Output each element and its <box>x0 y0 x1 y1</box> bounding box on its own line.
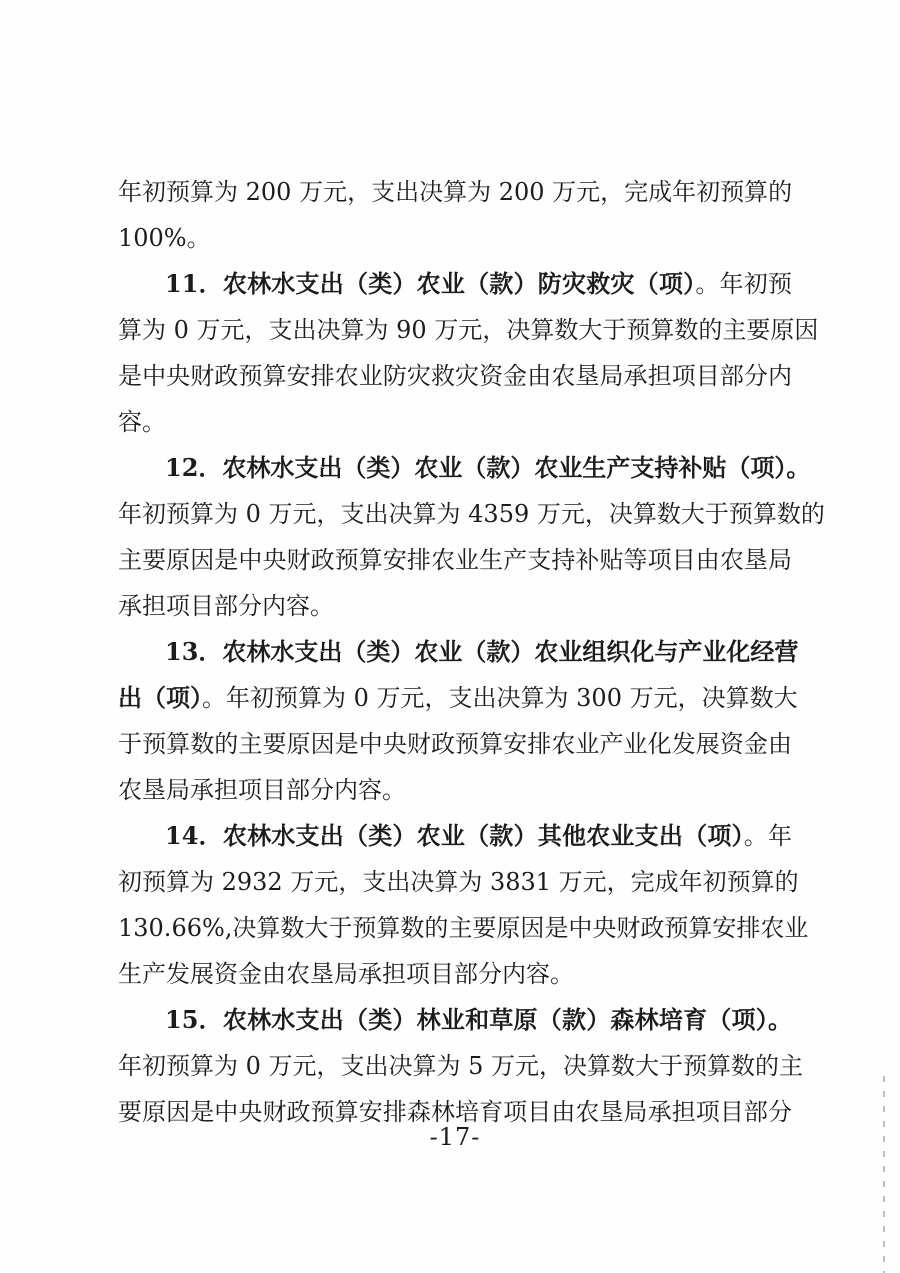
heading-segment: 14．农林水支出（类）农业（款）其他农业支出（项） <box>165 821 744 850</box>
text-line <box>118 997 792 1043</box>
text-line <box>118 1043 804 1089</box>
heading-segment: 15．农林水支出（类）林业和草原（款）森林培育（项）。 <box>165 1005 792 1034</box>
body-text-segment: 算为 0 万元，支出决算为 90 万元，决算数大于预算数的主要原因 <box>118 316 819 344</box>
text-line <box>118 813 792 859</box>
text-line <box>118 859 799 905</box>
heading-segment: 11．农林水支出（类）农业（款）防灾救灾（项） <box>165 269 696 298</box>
text-line <box>118 583 792 629</box>
body-text-segment: 130.66%,决算数大于预算数的主要原因是中央财政预算安排农业 <box>118 914 809 942</box>
item-13 <box>118 629 799 813</box>
body-text-segment: 初预算为 2932 万元，支出决算为 3831 万元，完成年初预算的 <box>118 868 799 896</box>
heading-segment: 13．农林水支出（类）农业（款）农业组织化与产业化经营 <box>165 637 799 666</box>
para-continuation <box>118 169 792 261</box>
body-text-segment: 农垦局承担项目部分内容。 <box>118 776 406 804</box>
text-line <box>118 399 792 445</box>
body-text-segment: 100%。 <box>118 224 211 252</box>
item-11 <box>118 261 819 445</box>
item-14 <box>118 813 809 997</box>
page-number: -17- <box>429 1123 481 1151</box>
body-text-segment: 承担项目部分内容。 <box>118 592 334 620</box>
text-line <box>118 353 792 399</box>
body-text-segment: 年初预算为 200 万元，支出决算为 200 万元，完成年初预算的 <box>118 178 793 206</box>
item-12 <box>118 445 825 629</box>
text-line <box>118 537 792 583</box>
text-line <box>118 169 792 215</box>
body-text-segment: 年初预算为 0 万元，支出决算为 4359 万元，决算数大于预算数的 <box>118 500 825 528</box>
text-line <box>118 629 799 675</box>
heading-segment: 出（项） <box>118 683 202 712</box>
text-line <box>118 307 819 353</box>
text-line <box>118 767 792 813</box>
body-text-segment: 。年初预算为 0 万元，支出决算为 300 万元，决算数大 <box>202 684 798 712</box>
body-text-segment: 。年初预 <box>695 270 792 298</box>
text-line <box>118 445 811 491</box>
document-body <box>118 169 825 1135</box>
body-text-segment: 主要原因是中央财政预算安排农业生产支持补贴等项目由农垦局 <box>118 546 792 574</box>
text-line <box>118 951 792 997</box>
text-line <box>118 721 792 767</box>
text-line <box>118 491 825 537</box>
text-line <box>118 905 809 951</box>
body-text-segment: 年初预算为 0 万元，支出决算为 5 万元，决算数大于预算数的主 <box>118 1052 804 1080</box>
body-text-segment: 容。 <box>118 408 166 436</box>
text-line <box>118 215 792 261</box>
scan-artifact-line <box>883 1076 885 1273</box>
body-text-segment: 生产发展资金由农垦局承担项目部分内容。 <box>118 960 574 988</box>
body-text-segment: 于预算数的主要原因是中央财政预算安排农业产业化发展资金由 <box>118 730 792 758</box>
body-text-segment: 是中央财政预算安排农业防灾救灾资金由农垦局承担项目部分内 <box>118 362 792 390</box>
text-line <box>118 675 798 721</box>
body-text-segment: 。年 <box>743 822 793 850</box>
heading-segment: 12．农林水支出（类）农业（款）农业生产支持补贴（项）。 <box>165 453 811 482</box>
item-15 <box>118 997 804 1135</box>
body-text-segment: 要原因是中央财政预算安排森林培育项目由农垦局承担项目部分 <box>118 1098 792 1126</box>
text-line <box>118 261 792 307</box>
